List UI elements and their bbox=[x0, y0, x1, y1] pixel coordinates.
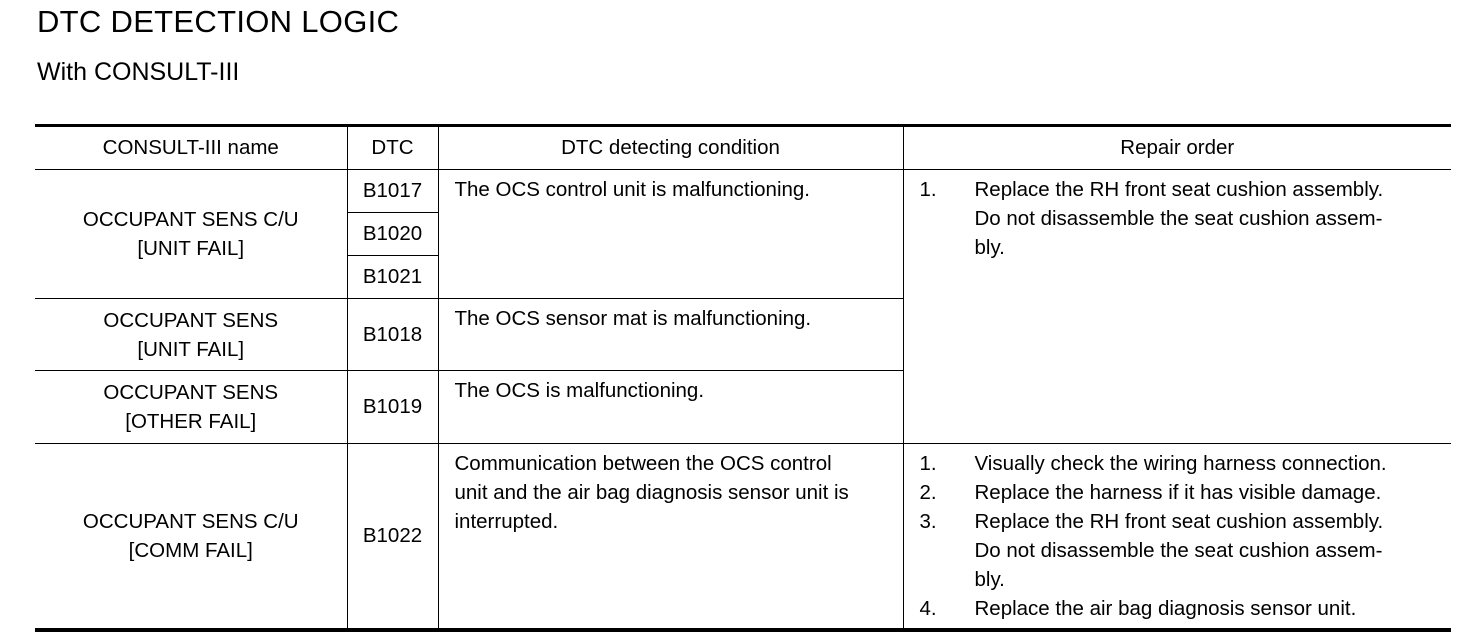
step-number: 1. bbox=[919, 452, 937, 475]
step-text-line: Replace the RH front seat cushion assembly. bbox=[974, 510, 1384, 533]
consult-name-line: OCCUPANT SENS C/U bbox=[82, 509, 299, 533]
section-subtitle: With CONSULT-III bbox=[37, 58, 240, 86]
column-header-dtc: DTC bbox=[347, 126, 438, 170]
step-text-line: Replace the air bag diagnosis sensor unit. bbox=[974, 597, 1357, 620]
dtc-code-cell: B1022 bbox=[347, 444, 438, 630]
column-header-name: CONSULT-III name bbox=[35, 126, 347, 170]
dtc-table bbox=[35, 124, 1451, 632]
step-text-line: bly. bbox=[974, 568, 1005, 591]
step-text-line: Do not disassemble the seat cushion assem- bbox=[974, 207, 1383, 230]
consult-name-line: OCCUPANT SENS bbox=[103, 381, 279, 404]
dtc-code-cell: B1017 bbox=[347, 170, 438, 213]
step-text-line: Do not disassemble the seat cushion assem- bbox=[974, 539, 1383, 562]
step-text-line: Visually check the wiring harness connection. bbox=[974, 452, 1387, 475]
consult-name-line: [UNIT FAIL] bbox=[137, 237, 245, 260]
repair-step bbox=[920, 478, 1446, 507]
repair-step bbox=[920, 175, 1446, 262]
column-header-condition: DTC detecting condition bbox=[438, 126, 903, 170]
consult-name-line: OCCUPANT SENS bbox=[103, 308, 279, 332]
consult-name-cell bbox=[35, 444, 347, 630]
dtc-code-cell: B1019 bbox=[347, 371, 438, 444]
step-number: 4. bbox=[919, 597, 937, 620]
consult-name-line: OCCUPANT SENS C/U bbox=[82, 208, 299, 231]
repair-order-cell bbox=[903, 170, 1451, 444]
repair-step bbox=[920, 594, 1446, 623]
repair-order-cell bbox=[903, 444, 1451, 630]
table-row bbox=[35, 444, 1451, 630]
page-title: DTC DETECTION LOGIC bbox=[37, 4, 400, 39]
condition-line: interrupted. bbox=[454, 510, 559, 533]
consult-name-line: [OTHER FAIL] bbox=[125, 410, 257, 433]
condition-cell: The OCS sensor mat is malfunctioning. bbox=[438, 299, 903, 371]
dtc-code-cell: B1021 bbox=[347, 256, 438, 299]
condition-line: Communication between the OCS control bbox=[454, 452, 832, 475]
table-header-row bbox=[35, 126, 1451, 170]
condition-cell: The OCS is malfunctioning. bbox=[438, 371, 903, 444]
condition-line: unit and the air bag diagnosis sensor unit is bbox=[454, 481, 849, 504]
repair-step bbox=[920, 449, 1446, 478]
consult-name-cell bbox=[35, 170, 347, 299]
step-number: 1. bbox=[919, 178, 937, 201]
step-text-line: bly. bbox=[974, 236, 1005, 259]
consult-name-cell bbox=[35, 371, 347, 444]
condition-cell: The OCS control unit is malfunctioning. bbox=[438, 170, 903, 299]
step-text-line: Replace the RH front seat cushion assembly. bbox=[974, 178, 1384, 201]
step-number: 2. bbox=[919, 481, 937, 504]
consult-name-cell bbox=[35, 299, 347, 371]
step-number: 3. bbox=[919, 510, 937, 533]
dtc-code-cell: B1020 bbox=[347, 213, 438, 256]
repair-step bbox=[920, 507, 1446, 594]
consult-name-line: [COMM FAIL] bbox=[128, 538, 253, 562]
consult-name-line: [UNIT FAIL] bbox=[137, 337, 245, 361]
step-text-line: Replace the harness if it has visible damage. bbox=[974, 481, 1382, 504]
column-header-repair: Repair order bbox=[903, 126, 1451, 170]
table-row bbox=[35, 170, 1451, 213]
condition-cell bbox=[438, 444, 903, 630]
dtc-code-cell: B1018 bbox=[347, 299, 438, 371]
